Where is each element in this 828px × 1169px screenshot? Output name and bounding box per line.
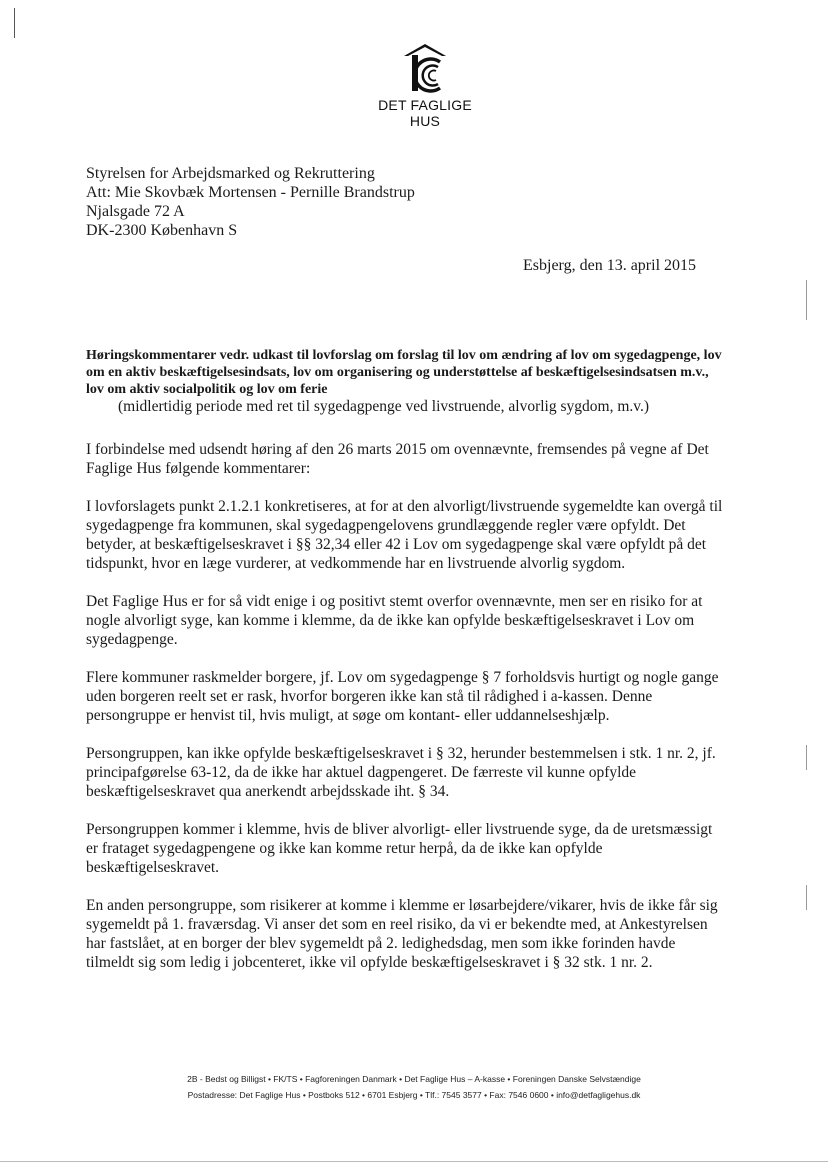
body-paragraph: Det Faglige Hus er for så vidt enige i og positivt stemt overfor ovennævnte, men ser en risiko for at nogle alvorligt syge, kan komme i klemme, da de ikke kan opfylde beskæftigelseskravet i Lov om sygedagpenge. xyxy=(86,593,703,648)
organization-name: DET FAGLIGE HUS xyxy=(378,97,472,129)
scan-edge-mark xyxy=(14,8,15,38)
subject-parenthetical: (midlertidig periode med ret til sygedagpenge ved livstruende, alvorlig sygdom, m.v.) xyxy=(118,398,650,415)
address-line: DK-2300 København S xyxy=(86,222,238,239)
house-arc-logo-icon xyxy=(402,42,448,94)
scan-edge-mark xyxy=(806,745,807,770)
letter-body xyxy=(86,440,726,991)
subject-title: Høringskommentarer vedr. udkast til lovforslag om forslag til lov om ændring af lov om sygedagpenge, lov om en aktiv beskæftigelsesindsats, lov om organisering og understøttelse af beskæftigelsesindsatsen m.v., lov om aktiv socialpolitik og lov om ferie xyxy=(86,348,722,397)
body-paragraph: Persongruppen kommer i klemme, hvis de bliver alvorligt- eller livstruende syge, da de uretsmæssigt er frataget sygedagpengene og ikke kan komme retur herpå, da de ikke kan opfylde beskæftigelseskravet. xyxy=(86,821,713,876)
address-line: Styrelsen for Arbejdsmarked og Rekruttering xyxy=(86,165,375,182)
letterhead-logo xyxy=(370,42,480,129)
body-paragraph: I lovforslagets punkt 2.1.2.1 konkretiseres, at for at den alvorligt/livstruende sygemeldte kan overgå til sygedagpenge fra kommunen, skal sygedagpengelovens grundlæggende regler være opfyldt. Det betyder, at beskæftigelseskravet i §§ 32,34 eller 42 i Lov om sygedagpenge skal være opfyldt på det tidspunkt, hvor en læge vurderer, at vedkommende har en livstruende alvorlig sygdom. xyxy=(86,498,723,572)
body-paragraph: Persongruppen, kan ikke opfylde beskæftigelseskravet i § 32, herunder bestemmelsen i stk. 1 nr. 2, jf. principafgørelse 63-12, da de ikke har aktuel dagpengeret. De færreste vil kunne opfylde beskæftigelseskravet qua anerkendt arbejdsskade iht. § 34. xyxy=(86,745,716,800)
body-paragraph: En anden persongruppe, som risikerer at komme i klemme er løsarbejdere/vikarer, hvis de ikke får sig sygemeldt på 1. fraværsdag. Vi anser det som en reel risiko, da vi er bekendte med, at Ankestyrelsen har fastslået, at en borger der blev sygemeldt på 2. ledighedsdag, men som ikke forinden havde tilmeldt sig som ledig i jobcenteret, ikke vil opfylde beskæftigelseskravet i § 32 stk. 1 nr. 2. xyxy=(86,897,718,971)
letter-date: Esbjerg, den 13. april 2015 xyxy=(523,257,697,274)
body-paragraph: I forbindelse med udsendt høring af den 26 marts 2015 om ovennævnte, fremsendes på vegne af Det Faglige Hus følgende kommentarer: xyxy=(86,441,709,477)
footer-organizations: 2B - Bedst og Billigst • FK/TS • Fagforeningen Danmark • Det Faglige Hus – A-kasse • Foreningen Danske Selvstændige xyxy=(187,1074,641,1084)
body-paragraph: Flere kommuner raskmelder borgere, jf. Lov om sygedagpenge § 7 forholdsvis hurtigt og nogle gange uden borgeren reelt set er rask, hvorfor borgeren ikke kan stå til rådighed i a-kassen. Denne persongruppe er henvist til, hvis muligt, at søge om kontant- eller uddannelseshjælp. xyxy=(86,669,719,724)
recipient-address xyxy=(86,164,415,240)
scan-edge-mark xyxy=(806,885,807,910)
footer-contact: Postadresse: Det Faglige Hus • Postboks 512 • 6701 Esbjerg • Tlf.: 7545 3577 • Fax: 7546 0600 • info@detfagligehus.dk xyxy=(187,1090,641,1100)
scan-bottom-edge xyxy=(0,1161,828,1162)
subject-heading xyxy=(86,347,726,415)
address-line: Njalsgade 72 A xyxy=(86,203,185,220)
address-line: Att: Mie Skovbæk Mortensen - Pernille Brandstrup xyxy=(86,184,415,201)
scan-edge-mark xyxy=(806,280,807,320)
